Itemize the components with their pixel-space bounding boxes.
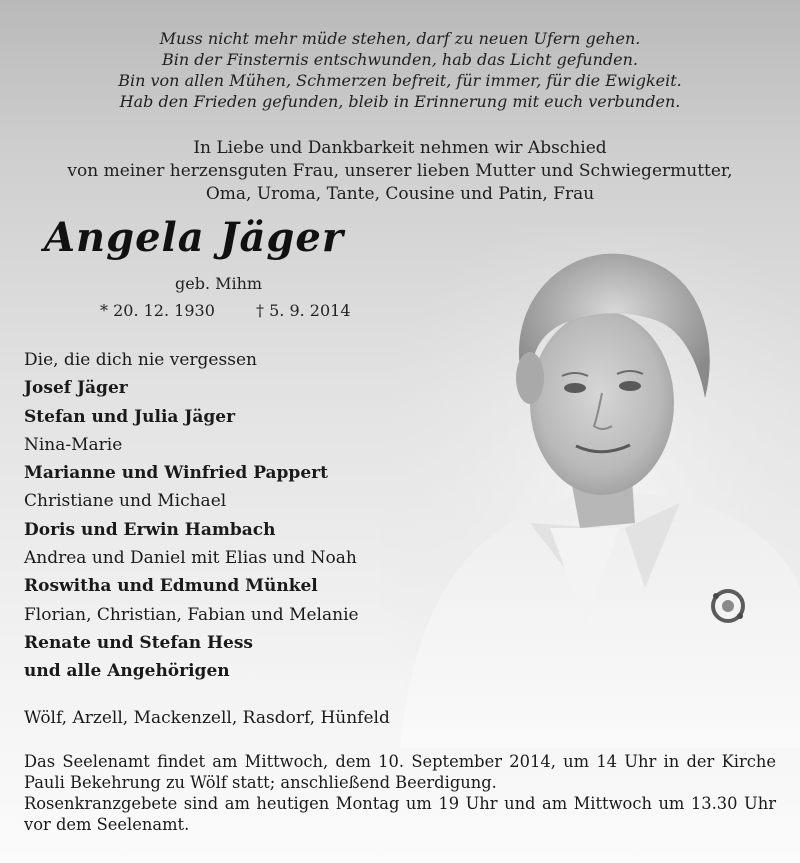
mourner-line: Andrea und Daniel mit Elias und Noah bbox=[24, 548, 357, 569]
portrait-photo bbox=[380, 228, 800, 748]
mourner-line: Stefan und Julia Jäger bbox=[24, 406, 236, 427]
mourner-line: und alle Angehörigen bbox=[24, 661, 230, 682]
mourners-list bbox=[24, 346, 424, 686]
death-date: † 5. 9. 2014 bbox=[256, 301, 351, 320]
mourner-line: Marianne und Winfried Pappert bbox=[24, 463, 328, 484]
poem-line: Bin von allen Mühen, Schmerzen befreit, für immer, für die Ewigkeit. bbox=[118, 71, 682, 90]
poem-line: Hab den Frieden gefunden, bleib in Erinnerung mit euch verbunden. bbox=[119, 92, 681, 111]
mourner-line: Die, die dich nie vergessen bbox=[24, 350, 257, 370]
notice-paragraph: Das Seelenamt findet am Mittwoch, dem 10. September 2014, um 14 Uhr in der Kirche Pauli Bekehrung zu Wölf statt; anschließend Beerdigung. bbox=[24, 752, 776, 792]
farewell-intro bbox=[0, 137, 800, 206]
born-name: geb. Mihm bbox=[175, 274, 263, 293]
poem-line: Bin der Finsternis entschwunden, hab das Licht gefunden. bbox=[162, 50, 638, 69]
mourner-line: Nina-Marie bbox=[24, 434, 123, 455]
deceased-name: Angela Jäger bbox=[44, 214, 344, 261]
mourner-line: Christiane und Michael bbox=[24, 491, 227, 512]
intro-line: von meiner herzensguten Frau, unserer lieben Mutter und Schwiegermutter, bbox=[67, 161, 733, 181]
poem-line: Muss nicht mehr müde stehen, darf zu neuen Ufern gehen. bbox=[159, 29, 641, 48]
service-notice bbox=[24, 751, 776, 835]
mourner-line: Renate und Stefan Hess bbox=[24, 632, 254, 653]
notice-paragraph: Rosenkranzgebete sind am heutigen Montag um 19 Uhr und am Mittwoch um 13.30 Uhr vor dem Seelenamt. bbox=[24, 794, 776, 834]
mourner-line: Josef Jäger bbox=[24, 378, 128, 399]
mourner-line: Roswitha und Edmund Münkel bbox=[24, 576, 318, 597]
poem bbox=[0, 28, 800, 112]
mourner-line: Doris und Erwin Hambach bbox=[24, 519, 276, 540]
intro-line: Oma, Uroma, Tante, Cousine und Patin, Frau bbox=[205, 184, 595, 204]
intro-line: In Liebe und Dankbarkeit nehmen wir Abschied bbox=[193, 138, 607, 158]
mourner-line: Florian, Christian, Fabian und Melanie bbox=[24, 604, 359, 625]
birth-date: * 20. 12. 1930 bbox=[100, 301, 215, 320]
places-line: Wölf, Arzell, Mackenzell, Rasdorf, Hünfeld bbox=[24, 708, 390, 728]
